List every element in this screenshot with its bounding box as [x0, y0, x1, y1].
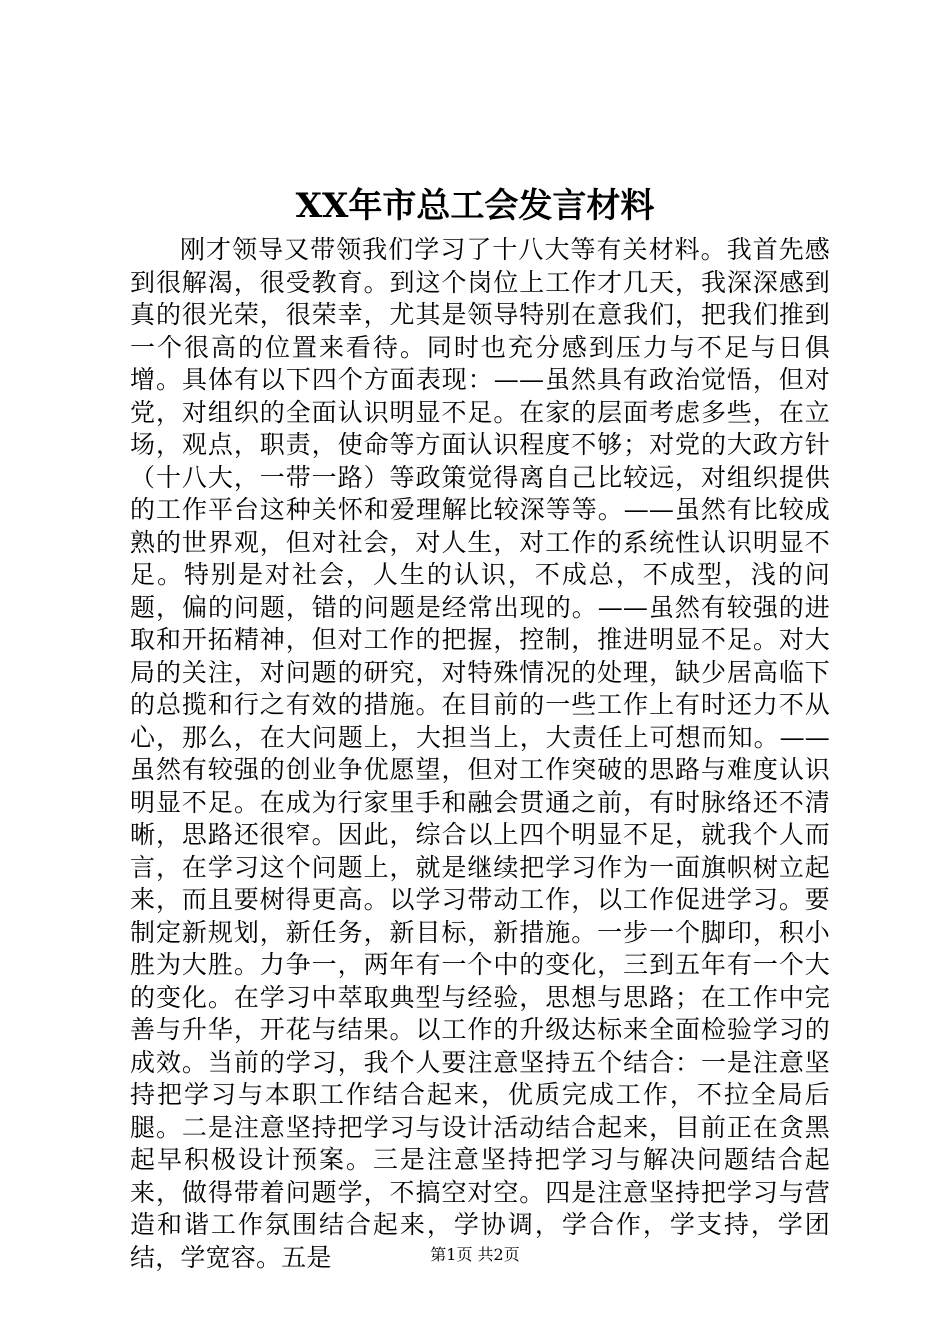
page-indicator: 第1页 共2页: [430, 1245, 520, 1264]
document-title: XX年市总工会发言材料: [295, 186, 655, 226]
document-body-paragraph: 刚才领导又带领我们学习了十八大等有关材料。我首先感到很解渴，很受教育。到这个岗位上工作才几天，我深深感到真的很光荣，很荣幸，尤其是领导特别在意我们，把我们推到一个很高的位置来看待。同时也充分感到压力与不足与日俱增。具体有以下四个方面表现：——虽然具有政治觉悟，但对党，对组织的全面认识明显不足。在家的层面考虑多些，在立场，观点，职责，使命等方面认识程度不够；对党的大政方针（十八大，一带一路）等政策觉得离自己比较远，对组织提供的工作平台这种关怀和爱理解比较深等等。——虽然有比较成熟的世界观，但对社会，对人生，对工作的系统性认识明显不足。特别是对社会，人生的认识，不成总，不成型，浅的问题，偏的问题，错的问题是经常出现的。——虽然有较强的进取和开拓精神，但对工作的把握，控制，推进明显不足。对大局的关注，对问题的研究，对特殊情况的处理，缺少居高临下的总揽和行之有效的措施。在目前的一些工作上有时还力不从心，那么，在大问题上，大担当上，大责任上可想而知。——虽然有较强的创业争优愿望，但对工作突破的思路与难度认识明显不足。在成为行家里手和融会贯通之前，有时脉络还不清晰，思路还很窄。因此，综合以上四个明显不足，就我个人而言，在学习这个问题上，就是继续把学习作为一面旗帜树立起来，而且要树得更高。以学习带动工作，以工作促进学习。要制定新规划，新任务，新目标，新措施。一步一个脚印，积小胜为大胜。力争一，两年有一个中的变化，三到五年有一个大的变化。在学习中萃取典型与经验，思想与思路；在工作中完善与升华，开花与结果。以工作的升级达标来全面检验学习的成效。当前的学习，我个人要注意坚持五个结合：一是注意坚持把学习与本职工作结合起来，优质完成工作，不拉全局后腿。二是注意坚持把学习与设计活动结合起来，目前正在贪黑起早积极设计预案。三是注意坚持把学习与解决问题结合起来，做得带着问题学，不搞空对空。四是注意坚持把学习与营造和谐工作氛围结合起来，学协调，学合作，学支持，学团结，学宽容。五是: [130, 235, 830, 1272]
